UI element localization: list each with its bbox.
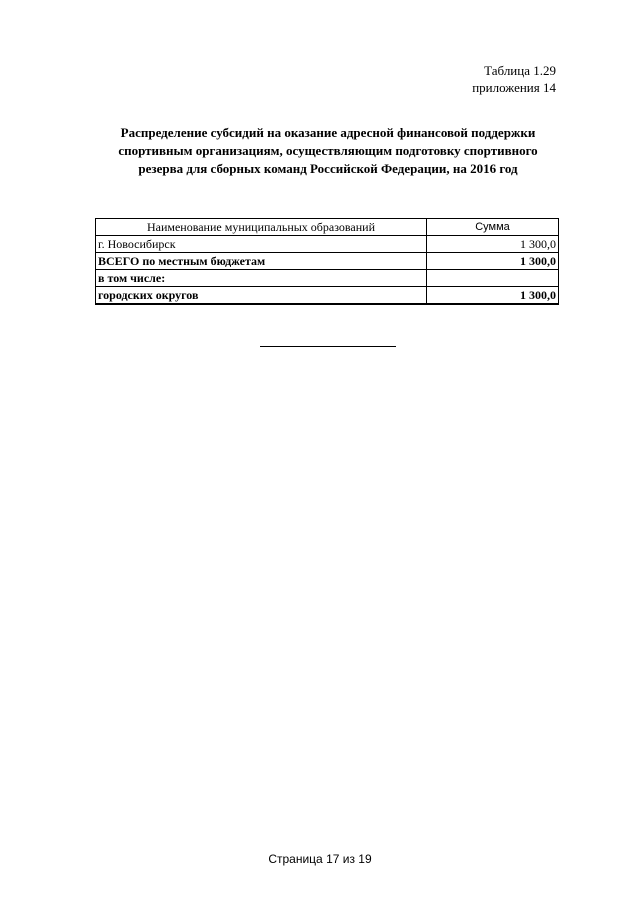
- table-row: [96, 236, 559, 253]
- table-row-including: [96, 270, 559, 287]
- document-title: [96, 124, 560, 178]
- row-name: г. Новосибирск: [96, 236, 427, 253]
- title-line-3: резерва для сборных команд Российской Федерации, на 2016 год: [138, 161, 518, 176]
- row-value: 1 300,0: [427, 253, 559, 270]
- table-header-row: [96, 219, 559, 236]
- appendix-number: приложения 14: [472, 80, 556, 95]
- row-name: городских округов: [96, 287, 427, 305]
- table-row-total: [96, 253, 559, 270]
- row-value: 1 300,0: [427, 287, 559, 305]
- row-value: [427, 270, 559, 287]
- title-line-2: спортивным организациям, осуществляющим подготовку спортивного: [118, 143, 538, 158]
- row-value: 1 300,0: [427, 236, 559, 253]
- table-number: Таблица 1.29: [484, 63, 556, 78]
- row-name: в том числе:: [96, 270, 427, 287]
- subsidy-table: [95, 218, 559, 305]
- table-reference: [472, 62, 556, 96]
- closing-divider: [260, 346, 396, 347]
- page-number: Страница 17 из 19: [268, 852, 372, 866]
- row-name: ВСЕГО по местным бюджетам: [96, 253, 427, 270]
- column-header-name: Наименование муниципальных образований: [96, 219, 427, 236]
- column-header-sum: Сумма: [427, 219, 559, 236]
- title-line-1: Распределение субсидий на оказание адресной финансовой поддержки: [120, 125, 536, 140]
- table-row-urban-districts: [96, 287, 559, 305]
